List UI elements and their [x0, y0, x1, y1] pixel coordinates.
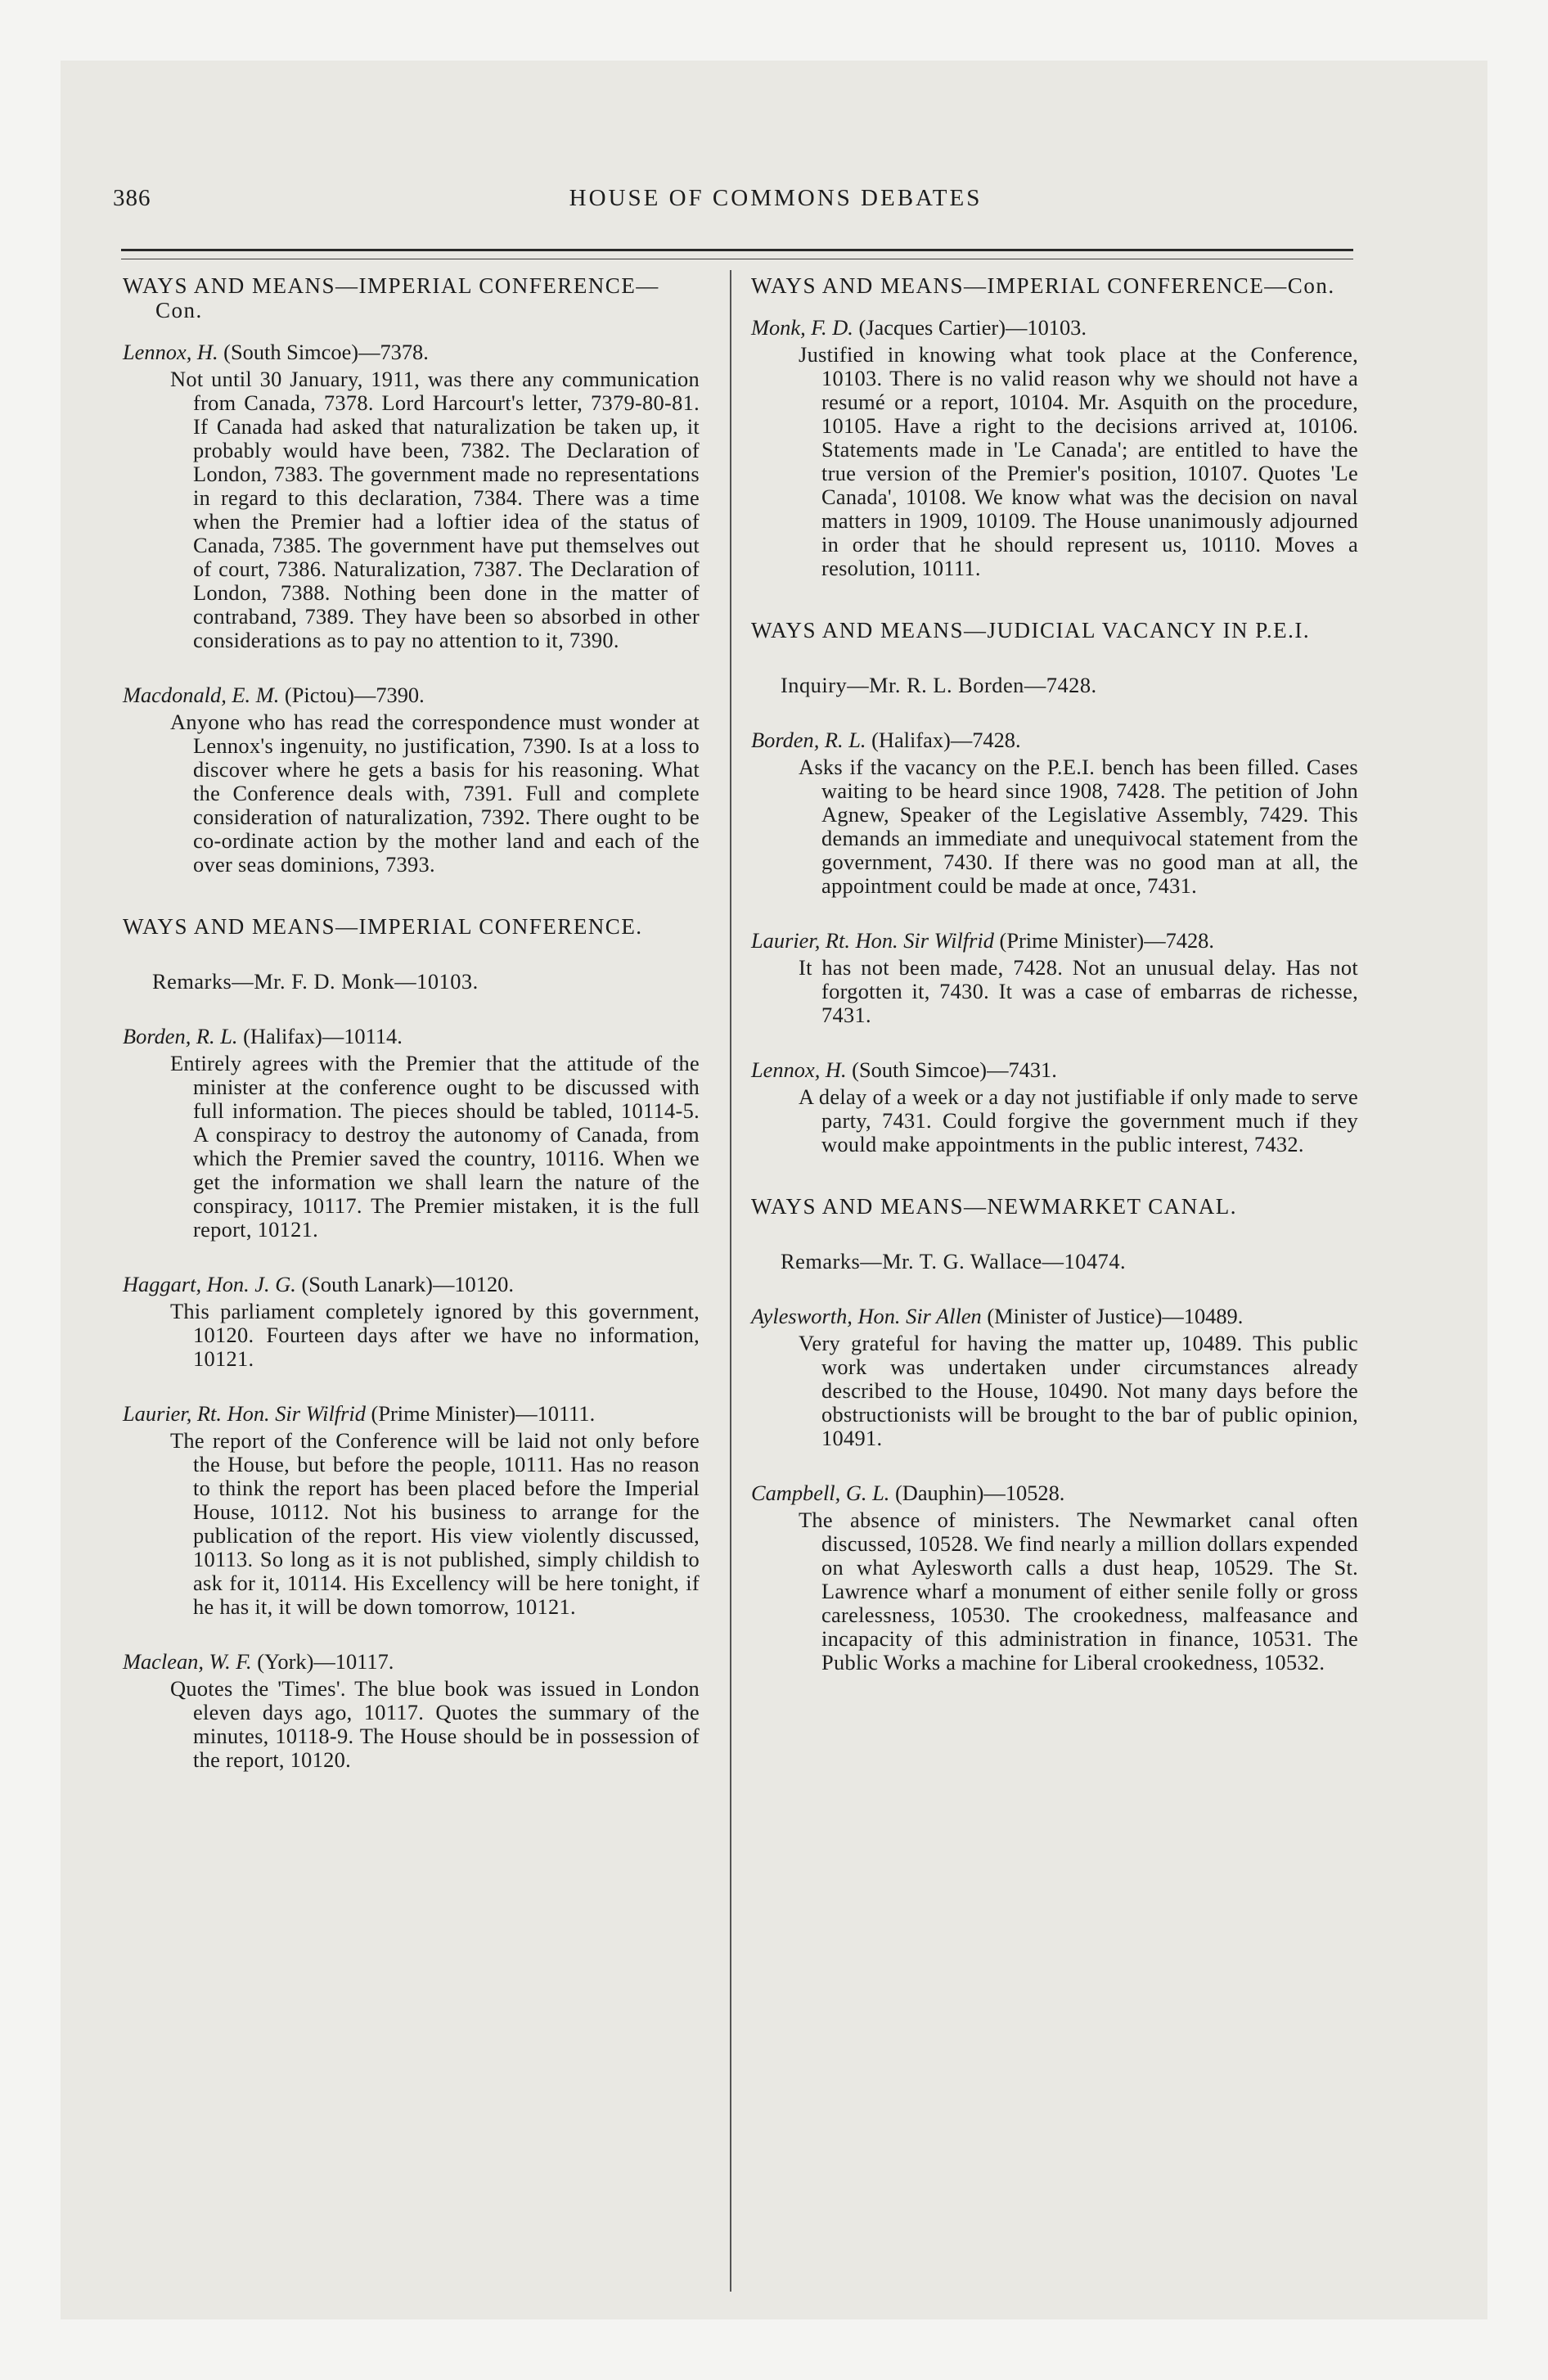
- page-header: [113, 185, 1438, 226]
- speaker-entry: [751, 1058, 1358, 1082]
- spacer: [123, 1242, 700, 1273]
- speaker-entry: [123, 1025, 700, 1048]
- speech-summary: Not until 30 January, 1911, was there any communication from Canada, 7378. Lord Harcourt's letter, 7379-80-81. If Canada had asked that naturalization be taken up, it probably would have been, 7382. The Declaration of London, 7383. The government made no representations in regard to this declaration, 7384. There was a time when the Premier had a loftier idea of the status of Canada, 7385. The government have put themselves out of court, 7386. Naturalization, 7387. The Declaration of London, 7388. Nothing been done in the matter of contraband, 7389. They have been so absorbed in other considerations as to pay no attention to it, 7390.: [170, 367, 700, 652]
- speaker-affiliation: (Pictou)—7390.: [284, 683, 425, 707]
- speaker-name: Lennox, H.: [751, 1057, 847, 1082]
- spacer: [123, 652, 700, 683]
- spacer: [123, 877, 700, 914]
- section-heading: WAYS AND MEANS—IMPERIAL CONFERENCE—Con.: [751, 273, 1335, 298]
- remarks-line: Remarks—Mr. T. G. Wallace—10474.: [781, 1249, 1127, 1273]
- right-column: [751, 273, 1358, 1675]
- remarks-line: Inquiry—Mr. R. L. Borden—7428.: [781, 673, 1097, 697]
- speaker-name: Aylesworth, Hon. Sir Allen: [751, 1304, 982, 1328]
- spacer: [751, 642, 1358, 674]
- speaker-name: Borden, R. L.: [751, 728, 866, 752]
- speaker-entry: [751, 1481, 1358, 1505]
- speaker-name: Haggart, Hon. J. G.: [123, 1272, 296, 1296]
- section-heading: WAYS AND MEANS—JUDICIAL VACANCY IN P.E.I.: [751, 618, 1311, 642]
- spacer: [751, 898, 1358, 929]
- speech-summary: Anyone who has read the correspondence must wonder at Lennox's ingenuity, no justification, 7390. Is at a loss to discover where he gets a basis for his reasoning. What the Conference deals with, 7391. Full and complete consideration of naturalization, 7392. There ought to be co-ordinate action by the mother land and each of the over seas dominions, 7393.: [170, 710, 700, 877]
- remarks-line: Remarks—Mr. F. D. Monk—10103.: [152, 969, 479, 994]
- speech-summary: The absence of ministers. The Newmarket canal often discussed, 10528. We find nearly a million dollars expended on what Aylesworth calls a dust heap, 10529. The St. Lawrence wharf a monument of either senile folly or gross carelessness, 10530. The crookedness, malfeasance and incapacity of this administration in finance, 10531. The Public Works a machine for Liberal crookedness, 10532.: [799, 1508, 1358, 1675]
- section-heading: WAYS AND MEANS—IMPERIAL CONFERENCE—Con.: [123, 273, 659, 322]
- speaker-name: Lennox, H.: [123, 340, 218, 364]
- page-number: 386: [113, 185, 151, 211]
- section-heading: WAYS AND MEANS—IMPERIAL CONFERENCE.: [123, 914, 643, 939]
- speech-summary: Quotes the 'Times'. The blue book was issued in London eleven days ago, 10117. Quotes the summary of the minutes, 10118-9. The House should be in possession of the report, 10120.: [170, 1676, 700, 1772]
- speaker-affiliation: (Minister of Justice)—10489.: [987, 1304, 1244, 1328]
- spacer: [751, 697, 1358, 728]
- spacer: [751, 1273, 1358, 1305]
- spacer: [123, 1619, 700, 1650]
- column-divider: [730, 270, 731, 2292]
- speaker-affiliation: (South Lanark)—10120.: [301, 1272, 514, 1296]
- speaker-affiliation: (Prime Minister)—10111.: [371, 1401, 596, 1426]
- running-head: HOUSE OF COMMONS DEBATES: [569, 185, 983, 211]
- speech-summary: Asks if the vacancy on the P.E.I. bench has been filled. Cases waiting to be heard since 1908, 7428. The petition of John Agnew, Speaker of the Legislative Assembly, 7429. This demands an immediate and unequivocal statement from the government, 7430. If there was no good man at all, the appointment could be made at once, 7431.: [799, 755, 1358, 898]
- speaker-name: Macdonald, E. M.: [123, 683, 280, 707]
- speaker-entry: [751, 929, 1358, 953]
- spacer: [751, 1156, 1358, 1194]
- spacer: [751, 1027, 1358, 1058]
- speaker-affiliation: (Halifax)—7428.: [871, 728, 1021, 752]
- speaker-affiliation: (South Simcoe)—7378.: [223, 340, 429, 364]
- speech-summary: This parliament completely ignored by this government, 10120. Fourteen days after we have no information, 10121.: [170, 1299, 700, 1371]
- left-column: [123, 273, 700, 1772]
- speaker-affiliation: (South Simcoe)—7431.: [852, 1057, 1057, 1082]
- speaker-entry: [123, 683, 700, 707]
- spacer: [123, 939, 700, 970]
- spacer: [751, 580, 1358, 618]
- section-heading: WAYS AND MEANS—NEWMARKET CANAL.: [751, 1194, 1238, 1219]
- speaker-name: Monk, F. D.: [751, 315, 853, 340]
- speech-summary: Justified in knowing what took place at the Conference, 10103. There is no valid reason why we should not have a resumé or a report, 10104. Mr. Asquith on the procedure, 10105. Have a right to the decisions arrived at, 10106. Statements made in 'Le Canada'; are entitled to have the true version of the Premier's position, 10107. Quotes 'Le Canada', 10108. We know what was the decision on naval matters in 1909, 10109. The House unanimously adjourned in order that he should represent us, 10110. Moves a resolution, 10111.: [799, 342, 1358, 580]
- speaker-entry: [123, 340, 700, 364]
- speaker-affiliation: (Jacques Cartier)—10103.: [858, 315, 1087, 340]
- speech-summary: Very grateful for having the matter up, 10489. This public work was undertaken under circumstances already described to the House, 10490. Not many days before the obstructionists will be brought to the bar of public opinion, 10491.: [799, 1331, 1358, 1450]
- speech-summary: It has not been made, 7428. Not an unusual delay. Has not forgotten it, 7430. It was a case of embarras de richesse, 7431.: [799, 955, 1358, 1027]
- speaker-entry: [123, 1273, 700, 1296]
- speaker-entry: [751, 316, 1358, 340]
- speaker-affiliation: (York)—10117.: [257, 1649, 394, 1674]
- speaker-affiliation: (Halifax)—10114.: [243, 1024, 403, 1048]
- speaker-name: Borden, R. L.: [123, 1024, 238, 1048]
- spacer: [123, 322, 700, 340]
- speaker-entry: [751, 728, 1358, 752]
- spacer: [123, 1371, 700, 1402]
- header-rule-thick: [121, 249, 1353, 251]
- spacer: [123, 994, 700, 1025]
- speech-summary: A delay of a week or a day not justifiable if only made to serve party, 7431. Could forgive the government much if they would make appointments in the public interest, 7432.: [799, 1084, 1358, 1156]
- speaker-affiliation: (Dauphin)—10528.: [894, 1481, 1065, 1505]
- speech-summary: Entirely agrees with the Premier that the attitude of the minister at the conference ought to be discussed with full information. The pieces should be tabled, 10114-5. A conspiracy to destroy the autonomy of Canada, from which the Premier saved the country, 10116. When we get the information we shall learn the nature of the conspiracy, 10117. The Premier mistaken, it is the full report, 10121.: [170, 1051, 700, 1242]
- spacer: [751, 1450, 1358, 1481]
- spacer: [751, 298, 1358, 316]
- speaker-name: Campbell, G. L.: [751, 1481, 890, 1505]
- speech-summary: The report of the Conference will be laid not only before the House, but before the people, 10111. Has no reason to think the report has been placed before the Imperial House, 10112. Not his business to arrange for the publication of the report. His view violently discussed, 10113. So long as it is not published, simply childish to ask for it, 10114. His Excellency will be here tonight, if he has it, it will be down tomorrow, 10121.: [170, 1428, 700, 1619]
- speaker-affiliation: (Prime Minister)—7428.: [999, 928, 1214, 953]
- spacer: [751, 1219, 1358, 1250]
- speaker-entry: [123, 1650, 700, 1674]
- speaker-name: Maclean, W. F.: [123, 1649, 252, 1674]
- speaker-entry: [123, 1402, 700, 1426]
- speaker-name: Laurier, Rt. Hon. Sir Wilfrid: [751, 928, 994, 953]
- speaker-name: Laurier, Rt. Hon. Sir Wilfrid: [123, 1401, 366, 1426]
- speaker-entry: [751, 1305, 1358, 1328]
